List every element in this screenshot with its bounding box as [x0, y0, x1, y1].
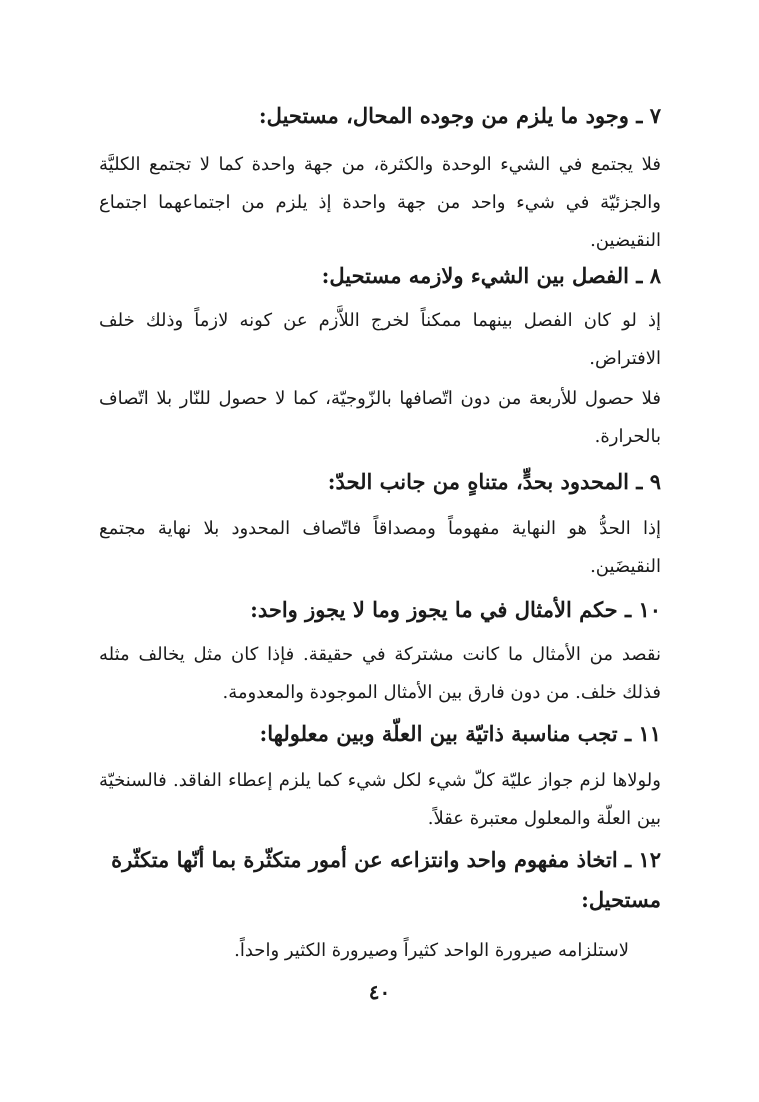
section-8-heading: ٨ ـ الفصل بين الشيء ولازمه مستحيل: — [321, 263, 661, 288]
section-11-heading: ١١ ـ تجب مناسبة ذاتيّة بين العلّة وبين معلولها: — [259, 721, 661, 746]
section-9-heading: ٩ ـ المحدود بحدٍّ، متناهٍ من جانب الحدّ: — [327, 469, 661, 494]
section-10-paragraph: نقصد من الأمثال ما كانت مشتركة في حقيقة. فإذا كان مثل يخالف مثله فذلك خلف. من دون فارق بين الأمثال الموجودة والمعدومة. — [99, 644, 661, 703]
section-11-paragraph: ولولاها لزم جواز عليّة كلّ شيء لكل شيء كما يلزم إعطاء الفاقد. فالسنخيّة بين العلّة والمعلول معتبرة عقلاً. — [99, 770, 661, 829]
page-number: ٤٠ — [368, 980, 391, 1004]
section-8-paragraph-2: فلا حصول للأربعة من دون اتّصافها بالزّوجيّة، كما لا حصول للنّار بلا اتّصاف بالحرارة. — [99, 388, 661, 447]
section-7-heading: ٧ ـ وجود ما يلزم من وجوده المحال، مستحيل: — [258, 103, 661, 128]
section-8-paragraph-1: إذ لو كان الفصل بينهما ممكناً لخرج اللاَّزم عن كونه لازماً وذلك خلف الافتراض. — [99, 310, 661, 369]
section-12-paragraph: لاستلزامه صيرورة الواحد كثيراً وصيرورة الكثير واحداً. — [234, 940, 629, 961]
section-9-paragraph: إذا الحدُّ هو النهاية مفهوماً ومصداقاً فاتّصاف المحدود بلا نهاية مجتمع النقيضَين. — [99, 518, 661, 577]
section-10-heading: ١٠ ـ حكم الأمثال في ما يجوز وما لا يجوز واحد: — [250, 597, 661, 622]
section-12-heading: ١٢ ـ اتخاذ مفهوم واحد وانتزاعه عن أمور متكثّرة بما أنّها متكثّرة مستحيل: — [111, 847, 661, 912]
section-7-paragraph: فلا يجتمع في الشيء الوحدة والكثرة، من جهة واحدة كما لا تجتمع الكليَّة والجزئيّة في شيء واحد من جهة واحدة إذ يلزم من اجتماعهما اجتماع النقيضين. — [99, 154, 661, 251]
